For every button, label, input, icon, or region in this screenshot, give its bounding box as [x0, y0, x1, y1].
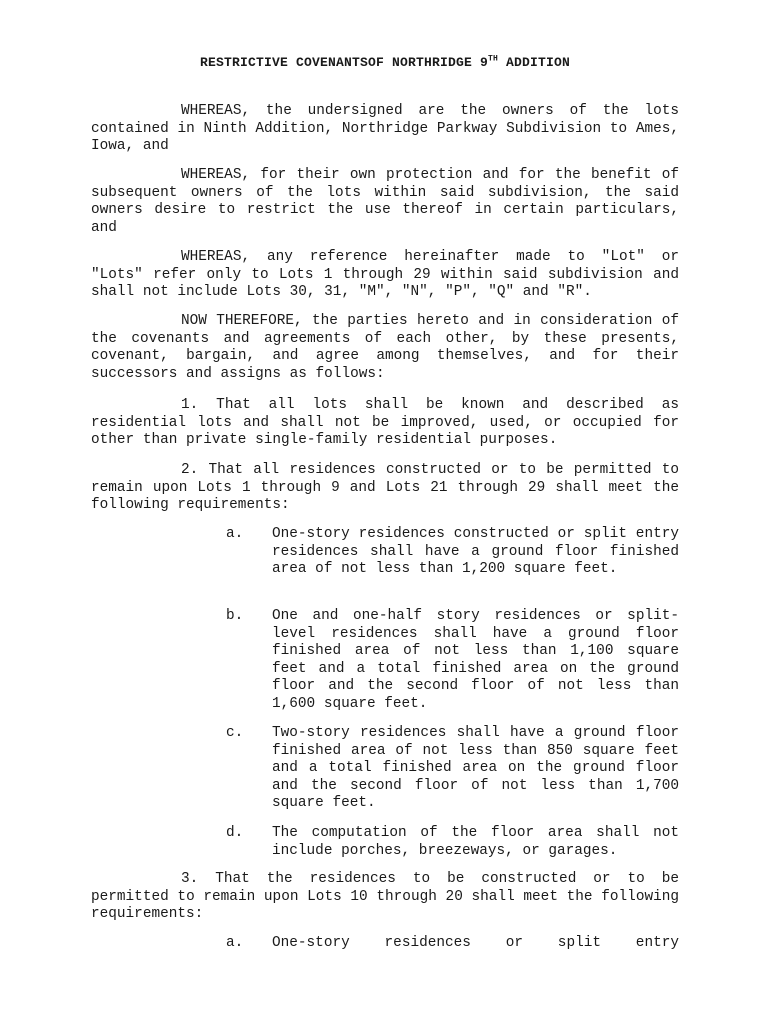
item-text: One-story residences constructed or split entry residences shall have a ground floor finished area of not less than 1,200 square feet. [272, 526, 679, 577]
item-letter: c. [226, 725, 244, 741]
title-suffix: ADDITION [498, 55, 571, 70]
item-letter: b. [226, 608, 244, 624]
now-therefore-paragraph: NOW THEREFORE, the parties hereto and in consideration of the covenants and agreements of each other, by these presents, covenant, bargain, and agree among themselves, and for their successors and assigns as follows: [91, 313, 679, 382]
item-letter: a. [226, 935, 244, 951]
title-text: RESTRICTIVE COVENANTSOF NORTHRIDGE 9 [199, 55, 488, 70]
covenant-1-paragraph: 1. That all lots shall be known and described as residential lots and shall not be improved, used, or occupied for other than private single-family residential purposes. [91, 397, 679, 448]
whereas-protection-paragraph: WHEREAS, for their own protection and for the benefit of subsequent owners of the lots within said subdivision, the said owners desire to restrict the use thereof in certain particulars, and [91, 167, 679, 236]
covenant-2-paragraph: 2. That all residences constructed or to be permitted to remain upon Lots 1 through 9 and Lots 21 through 29 shall meet the following requirements: [91, 462, 679, 513]
item-letter: d. [226, 825, 244, 841]
item-text: The computation of the floor area shall not include porches, breezeways, or garages. [272, 825, 679, 859]
whereas-owners-paragraph: WHEREAS, the undersigned are the owners of the lots contained in Ninth Addition, Northridge Parkway Subdivision to Ames, Iowa, and [91, 103, 679, 154]
title-superscript: TH [488, 54, 499, 64]
item-text: Two-story residences shall have a ground floor finished area of not less than 850 square feet and a total finished area on the ground floor and the second floor of not less than 1,700 square feet. [272, 725, 679, 811]
whereas-lots-reference-paragraph: WHEREAS, any reference hereinafter made to "Lot" or "Lots" refer only to Lots 1 through 29 within said subdivision and shall not include Lots 30, 31, "M", "N", "P", "Q" and "R". [91, 249, 679, 300]
document-title [0, 55, 770, 70]
item-text: One and one-half story residences or split-level residences shall have a ground floor finished area of not less than 1,100 square feet and a total finished area on the ground floor and the second floor of not less than 1,600 square feet. [272, 608, 679, 712]
item-text: One-story residences or split entry [272, 935, 679, 951]
covenant-3-paragraph: 3. That the residences to be constructed or to be permitted to remain upon Lots 10 through 20 shall meet the following requirements: [91, 871, 679, 922]
item-letter: a. [226, 526, 244, 542]
